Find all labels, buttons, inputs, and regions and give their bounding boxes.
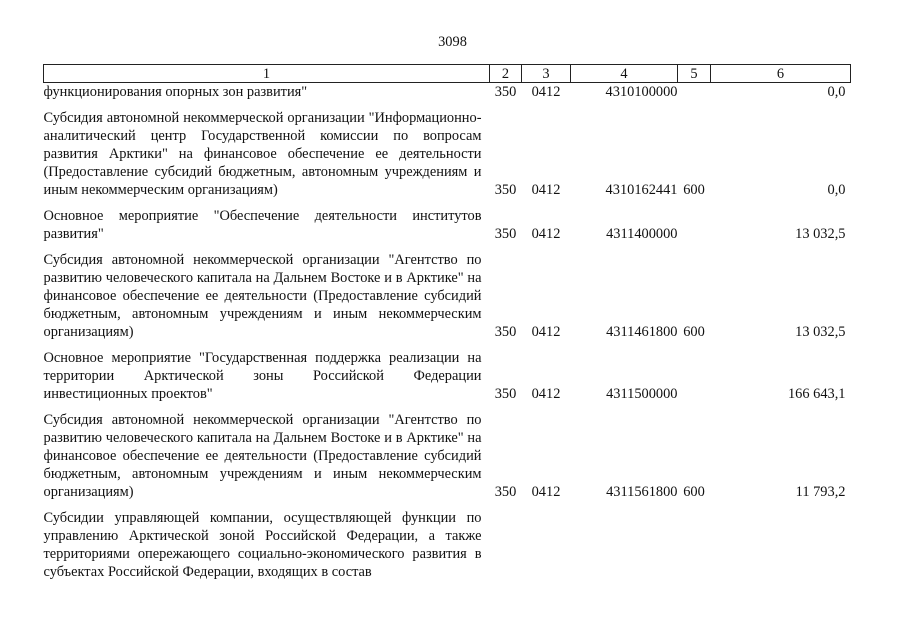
column-header-6: 6 bbox=[711, 65, 851, 83]
item-ministry-code: 350 bbox=[494, 324, 517, 340]
item-ministry-code: 350 bbox=[494, 84, 517, 100]
item-expense-type: 600 bbox=[683, 324, 705, 340]
item-ministry-code bbox=[490, 501, 522, 581]
table-row bbox=[44, 403, 851, 501]
item-amount: 0,0 bbox=[827, 182, 846, 198]
item-name: Основное мероприятие "Государственная поддержка реализации на территории Арктической зоны Российской Федерации инвестиционных проектов" bbox=[43, 350, 482, 402]
column-header-5: 5 bbox=[678, 65, 711, 83]
item-ministry-code: 350 bbox=[494, 182, 517, 198]
item-amount: 0,0 bbox=[827, 84, 846, 100]
item-section-code: 0412 bbox=[531, 84, 561, 100]
item-target-code bbox=[571, 501, 678, 581]
table-row bbox=[44, 199, 851, 243]
item-section-code: 0412 bbox=[531, 226, 561, 242]
table-header-row bbox=[44, 65, 851, 83]
item-amount: 11 793,2 bbox=[795, 484, 846, 500]
item-ministry-code: 350 bbox=[494, 386, 517, 402]
item-expense-type bbox=[678, 83, 711, 102]
item-expense-type bbox=[678, 501, 711, 581]
item-amount: 13 032,5 bbox=[795, 226, 846, 242]
item-name: Субсидия автономной некоммерческой организации "Информационно-аналитический центр Государственной комиссии по вопросам развития Арктики" на финансовое обеспечение ее деятельности (Предоставление субсидий бюджетным, автономным учреждениям и иным некоммерческим организациям) bbox=[43, 110, 482, 198]
item-target-code: 4311500000 bbox=[606, 386, 678, 402]
column-header-1: 1 bbox=[44, 65, 490, 83]
item-amount bbox=[711, 501, 851, 581]
budget-table bbox=[43, 64, 851, 581]
table-row bbox=[44, 101, 851, 199]
table-row bbox=[44, 501, 851, 581]
item-section-code: 0412 bbox=[531, 324, 561, 340]
item-target-code: 4311400000 bbox=[606, 226, 678, 242]
item-section-code: 0412 bbox=[531, 484, 561, 500]
item-section-code: 0412 bbox=[531, 182, 561, 198]
column-header-4: 4 bbox=[571, 65, 678, 83]
item-section-code bbox=[522, 501, 571, 581]
column-header-3: 3 bbox=[522, 65, 571, 83]
item-amount: 166 643,1 bbox=[787, 386, 846, 402]
item-section-code: 0412 bbox=[531, 386, 561, 402]
item-name: Субсидия автономной некоммерческой организации "Агентство по развитию человеческого капитала на Дальнем Востоке и в Арктике" на финансовое обеспечение ее деятельности (Предоставление субсидий бюджетным, автономным учреждениям и иным некоммерческим организациям) bbox=[43, 412, 482, 500]
table-row bbox=[44, 341, 851, 403]
item-name: функционирования опорных зон развития" bbox=[43, 84, 308, 100]
page-number: 3098 bbox=[438, 34, 467, 50]
item-target-code: 4311561800 bbox=[606, 484, 678, 500]
item-ministry-code: 350 bbox=[494, 226, 517, 242]
table-row bbox=[44, 243, 851, 341]
column-header-2: 2 bbox=[490, 65, 522, 83]
item-name: Субсидия автономной некоммерческой организации "Агентство по развитию человеческого капитала на Дальнем Востоке и в Арктике" на финансовое обеспечение ее деятельности (Предоставление субсидий бюджетным, автономным учреждениям и иным некоммерческим организациям) bbox=[43, 252, 482, 340]
table-row bbox=[44, 83, 851, 102]
item-ministry-code: 350 bbox=[494, 484, 517, 500]
item-target-code: 4310162441 bbox=[605, 182, 678, 198]
item-amount: 13 032,5 bbox=[795, 324, 846, 340]
item-target-code: 4310100000 bbox=[605, 84, 678, 100]
item-target-code: 4311461800 bbox=[606, 324, 678, 340]
item-expense-type bbox=[678, 341, 711, 403]
item-name: Основное мероприятие "Обеспечение деятельности институтов развития" bbox=[43, 208, 482, 242]
item-name: Субсидии управляющей компании, осуществляющей функции по управлению Арктической зоной Российской Федерации, а также территориями опережающего социально-экономического развития в субъектах Российской Федерации, входящих в состав bbox=[43, 510, 482, 580]
item-expense-type: 600 bbox=[683, 182, 705, 198]
item-expense-type bbox=[678, 199, 711, 243]
item-expense-type: 600 bbox=[683, 484, 705, 500]
